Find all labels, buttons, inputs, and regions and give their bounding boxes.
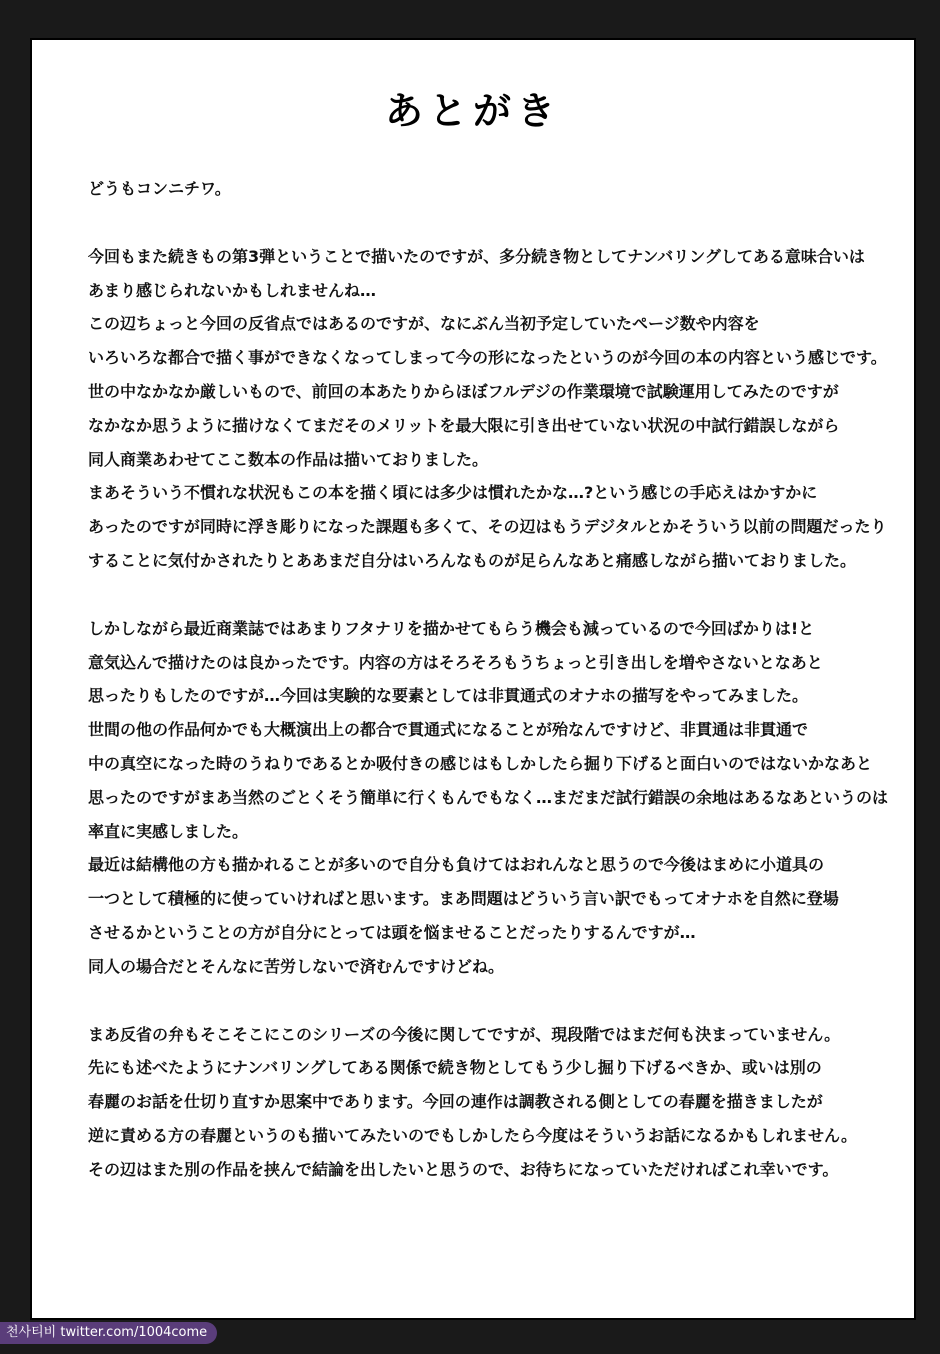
text-line: 逆に責める方の春麗というのも描いてみたいのでもしかしたら今度はそういうお話になるかもしれません。: [88, 1125, 857, 1145]
page: [30, 38, 916, 1320]
paragraph: [88, 1018, 908, 1187]
text-line: しかしながら最近商業誌ではあまりフタナリを描かせてもらう機会も減っているので今回ばかりは!と: [88, 618, 815, 638]
text-line: あったのですが同時に浮き彫りになった課題も多くて、その辺はもうデジタルとかそういう以前の問題だったり: [88, 517, 887, 537]
text-line: 率直に実感しました。: [88, 821, 249, 841]
watermark-label: 천사티비 twitter.com/1004come: [0, 1322, 217, 1344]
text-line: その辺はまた別の作品を挟んで結論を出したいと思うので、お待ちになっていただければこれ幸いです。: [88, 1159, 839, 1179]
text-line: 世間の他の作品何かでも大概演出上の都合で貫通式になることが殆なんですけど、非貫通は非貫通で: [88, 720, 809, 740]
text-line: なかなか思うように描けなくてまだそのメリットを最大限に引き出せていない状況の中試行錯誤しながら: [88, 415, 840, 435]
text-line: どうもコンニチワ。: [88, 179, 231, 198]
paragraph: [88, 240, 908, 578]
text-line: 世の中なかなか厳しいもので、前回の本あたりからほぼフルデジの作業環境で試験運用してみたのですが: [88, 381, 839, 401]
text-line: まあそういう不慣れな状況もこの本を描く頃には多少は慣れたかな…?という感じの手応えはかすかに: [88, 483, 818, 503]
text-line: この辺ちょっと今回の反省点ではあるのですが、なにぶん当初予定していたページ数や内容を: [88, 314, 760, 334]
page-title: あとがき: [384, 88, 561, 133]
text-line: 最近は結構他の方も描かれることが多いので自分も負けてはおれんなと思うので今後はまめに小道具の: [88, 855, 825, 875]
text-line: 思ったりもしたのですが…今回は実験的な要素としては非貫通式のオナホの描写をやってみました。: [88, 686, 809, 706]
text-line: 春麗のお話を仕切り直すか思案中であります。今回の連作は調教される側としての春麗を描きましたが: [88, 1092, 823, 1112]
text-line: まあ反省の弁もそこそこにこのシリーズの今後に関してですが、現段階ではまだ何も決まっていません。: [88, 1024, 841, 1044]
text-line: いろいろな都合で描く事ができなくなってしまって今の形になったというのが今回の本の内容という感じです。: [88, 348, 887, 368]
text-line: させるかということの方が自分にとっては頭を悩ませることだったりするんですが…: [88, 922, 696, 942]
text-line: あまり感じられないかもしれませんね…: [88, 280, 377, 300]
paragraph: [88, 612, 908, 984]
text-line: 同人商業あわせてここ数本の作品は描いておりました。: [88, 449, 489, 469]
text-line: 先にも述べたようにナンバリングしてある関係で続き物としてもう少し掘り下げるべきか、或いは別の: [88, 1058, 822, 1078]
text-line: 今回もまた続きもの第3弾ということで描いたのですが、多分続き物としてナンバリングしてある意味合いは: [88, 246, 865, 266]
text-line: することに気付かされたりとああまだ自分はいろんなものが足らんなあと痛感しながら描いておりました。: [88, 550, 857, 570]
text-line: 同人の場合だとそんなに苦労しないで済むんですけどね。: [88, 956, 505, 976]
text-line: 一つとして積極的に使っていければと思います。まあ問題はどういう言い訳でもってオナホを自然に登場: [88, 889, 839, 909]
text-line: 中の真空になった時のうねりであるとか吸付きの感じはもしかしたら掘り下げると面白いのではないかなあと: [88, 753, 873, 773]
text-line: 意気込んで描けたのは良かったです。内容の方はそろそろもうちょっと引き出しを増やさないとなあと: [88, 652, 823, 672]
text-line: 思ったのですがまあ当然のごとくそう簡単に行くもんでもなく…まだまだ試行錯誤の余地はあるなあというのは: [88, 787, 889, 807]
paragraph: [88, 172, 908, 206]
afterword-body: [88, 172, 908, 1221]
